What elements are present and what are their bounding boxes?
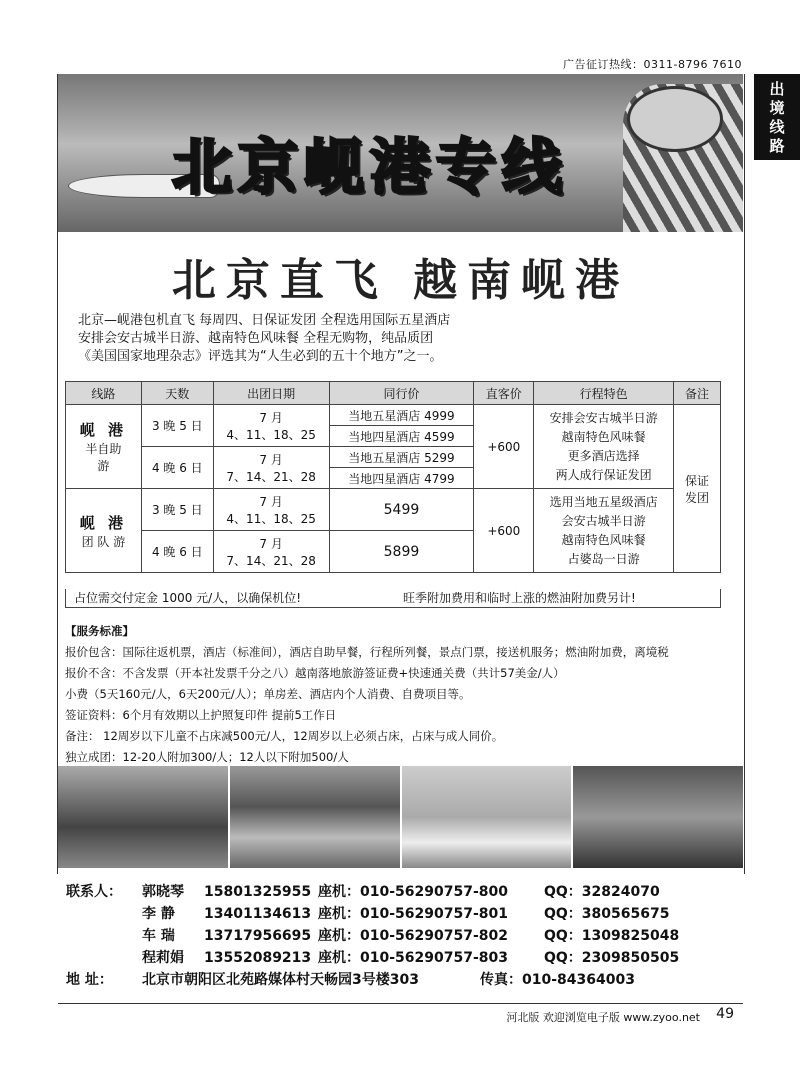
th-days: 天数 — [141, 382, 213, 405]
service-line: 报价不含：不含发票（开本社发票千分之八）越南落地旅游签证费+快速通关费（共计57美金/人） — [65, 666, 565, 680]
route-name: 岘 港 — [79, 513, 128, 532]
th-dates: 出团日期 — [213, 382, 329, 405]
price-cell: 当地五星酒店 4999 — [329, 405, 474, 426]
contact-qq: QQ：1309825048 — [544, 928, 680, 944]
beach-photo — [402, 766, 572, 868]
price-cell: 5899 — [329, 531, 474, 573]
section-tab — [754, 74, 800, 160]
th-trade-price: 同行价 — [329, 382, 474, 405]
contact-name: 李 静 — [142, 906, 175, 922]
note: 保证 — [685, 473, 710, 488]
feature: 两人成行保证发团 — [555, 467, 652, 482]
feature: 占婆岛一日游 — [567, 551, 640, 566]
days-cell: 3 晚 5 日 — [141, 405, 213, 447]
address: 北京市朝阳区北苑路媒体村天畅园3号楼303 — [142, 972, 419, 988]
tab-char: 路 — [769, 137, 785, 155]
price-cell: 当地四星酒店 4599 — [329, 426, 474, 447]
dates-month: 7 月 — [259, 452, 283, 467]
dates-month: 7 月 — [259, 536, 283, 551]
route-sub: 半自助 — [85, 442, 122, 456]
table-header — [66, 382, 721, 405]
dates-days: 7、14、21、28 — [226, 553, 316, 568]
page-number: 49 — [716, 1006, 734, 1022]
contact-tel: 座机：010-56290757-801 — [318, 906, 508, 922]
contact-tel: 座机：010-56290757-800 — [318, 884, 508, 900]
ad-hotline: 广告征订热线：0311-8796 7610 — [563, 58, 742, 71]
features-cell — [534, 489, 674, 573]
features-cell — [534, 405, 674, 489]
contact-qq: QQ：380565675 — [544, 906, 670, 922]
days-cell: 4 晚 6 日 — [141, 531, 213, 573]
dates-month: 7 月 — [259, 410, 283, 425]
footer-divider — [58, 1003, 743, 1004]
dates-cell — [213, 489, 329, 531]
routes-table — [65, 381, 721, 573]
contact-name: 郭晓琴 — [142, 884, 184, 900]
pool-photo — [230, 766, 400, 868]
feature: 越南特色风味餐 — [561, 429, 646, 444]
feature: 安排会安古城半日游 — [549, 410, 658, 425]
contact-name: 程莉娟 — [142, 950, 184, 966]
days-cell: 4 晚 6 日 — [141, 447, 213, 489]
price-cell: 当地五星酒店 5299 — [329, 447, 474, 468]
contact-mobile: 15801325955 — [204, 884, 312, 900]
dates-cell — [213, 531, 329, 573]
service-line: 签证资料：6个月有效期以上护照复印件 提前5工作日 — [65, 708, 337, 722]
feature: 会安古城半日游 — [561, 513, 646, 528]
intro-line: 安排会安古城半日游、越南特色风味餐 全程无购物，纯品质团 — [78, 331, 434, 346]
table-row — [66, 405, 721, 426]
contact-mobile: 13401134613 — [204, 906, 312, 922]
address-label: 地 址： — [66, 972, 113, 988]
dates-cell — [213, 447, 329, 489]
table-row — [66, 489, 721, 510]
resort-photo — [58, 766, 228, 868]
hero-title: 北京岘港专线 — [172, 133, 568, 203]
service-line: 备注： 12周岁以下儿童不占床减500元/人，12周岁以上必须占床，占床与成人同价。 — [65, 729, 504, 743]
contact-label: 联系人： — [66, 884, 122, 900]
sunset-photo — [573, 766, 743, 868]
contact-tel: 座机：010-56290757-802 — [318, 928, 508, 944]
route-group — [66, 489, 142, 573]
direct-price-cell: +600 — [474, 405, 534, 489]
contact-qq: QQ：32824070 — [544, 884, 660, 900]
service-line: 独立成团：12-20人附加300/人；12人以下附加500/人 — [65, 750, 349, 764]
price-cell: 5499 — [329, 489, 474, 531]
th-features: 行程特色 — [534, 382, 674, 405]
note: 发团 — [685, 490, 710, 505]
notes-cell — [674, 405, 721, 573]
feature: 选用当地五星级酒店 — [549, 494, 658, 509]
service-standards — [65, 621, 745, 768]
contact-mobile: 13717956695 — [204, 928, 312, 944]
direct-price-cell: +600 — [474, 489, 534, 573]
dates-cell — [213, 405, 329, 447]
subtitle: 北京直飞 越南岘港 — [171, 255, 630, 306]
deposit-notice: 占位需交付定金 1000 元/人，以确保机位! — [74, 591, 302, 605]
tab-char: 线 — [769, 118, 785, 136]
dates-days: 4、11、18、25 — [226, 427, 316, 442]
contact-name: 车 瑞 — [142, 928, 175, 944]
th-route: 线路 — [66, 382, 142, 405]
route-sub: 游 — [97, 459, 110, 473]
route-name: 岘 港 — [79, 421, 128, 439]
days-cell: 3 晚 5 日 — [141, 489, 213, 531]
service-line: 报价包含：国际往返机票，酒店（标准间），酒店自助早餐，行程所列餐，景点门票，接送机服务；燃油附加费，离境税 — [65, 645, 669, 659]
intro-text — [78, 312, 450, 366]
th-notes: 备注 — [674, 382, 721, 405]
contact-mobile: 13552089213 — [204, 950, 312, 966]
service-heading: 【服务标准】 — [65, 624, 134, 638]
route-sub: 团 队 游 — [81, 534, 126, 549]
tab-char: 境 — [769, 99, 785, 117]
fax: 传真：010-84364003 — [480, 972, 635, 988]
intro-line: 《美国国家地理杂志》评选其为“人生必到的五十个地方”之一。 — [78, 349, 443, 364]
intro-line: 北京—岘港包机直飞 每周四、日保证发团 全程选用国际五星酒店 — [78, 313, 451, 328]
feature: 更多酒店选择 — [567, 448, 640, 463]
contact-qq: QQ：2309850505 — [544, 950, 680, 966]
dates-days: 7、14、21、28 — [226, 469, 316, 484]
tab-char: 出 — [769, 80, 785, 98]
route-free — [66, 405, 142, 489]
photo-strip — [58, 766, 743, 868]
notice-bar — [65, 589, 721, 608]
footer-text: 河北版 欢迎浏览电子版 www.zyoo.net — [506, 1011, 700, 1024]
dates-month: 7 月 — [259, 494, 283, 509]
contact-tel: 座机：010-56290757-803 — [318, 950, 508, 966]
feature: 越南特色风味餐 — [561, 532, 646, 547]
th-direct-price: 直客价 — [474, 382, 534, 405]
dates-days: 4、11、18、25 — [226, 511, 316, 526]
surcharge-notice: 旺季附加费用和临时上涨的燃油附加费另计! — [403, 591, 636, 605]
price-cell: 当地四星酒店 4799 — [329, 468, 474, 489]
service-line: 小费（5天160元/人，6天200元/人）；单房差、酒店内个人消费、自费项目等。 — [65, 687, 471, 701]
